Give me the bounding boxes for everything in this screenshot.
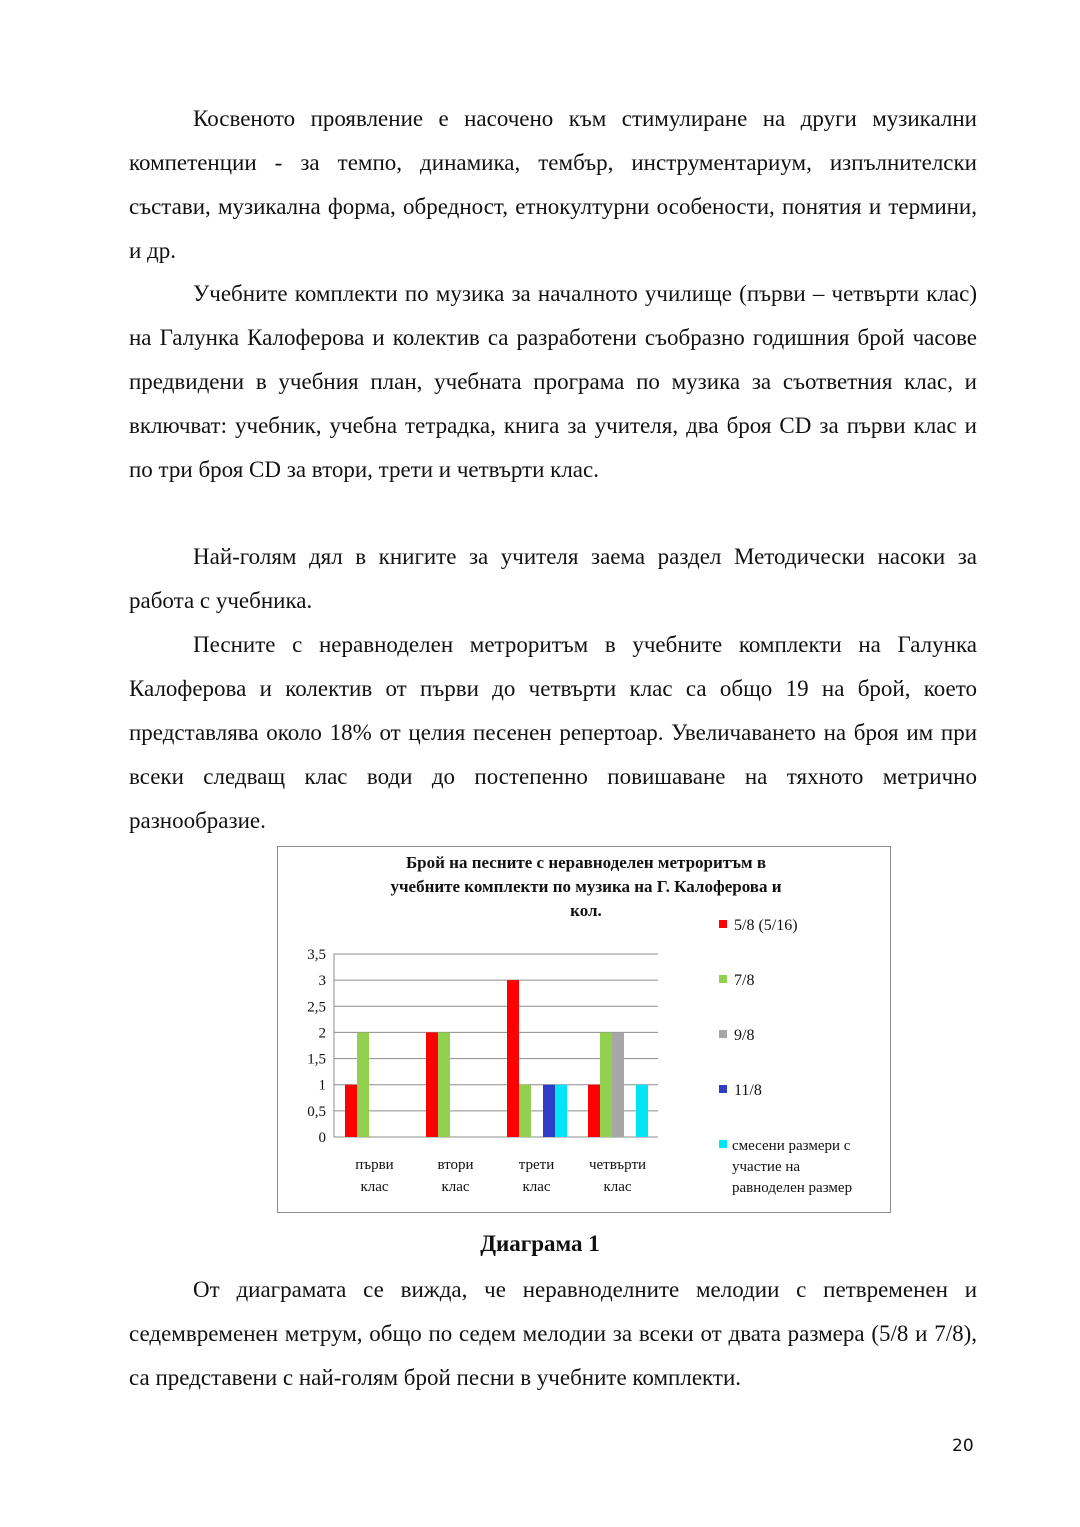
legend-swatch [719, 975, 727, 983]
y-tick-label: 2 [318, 1025, 326, 1042]
bar [588, 1085, 600, 1137]
y-tick-label: 0 [318, 1130, 326, 1146]
bar-chart [277, 846, 891, 1213]
diagram-caption: Диаграма 1 [480, 1231, 600, 1256]
x-tick-label: първи [355, 1157, 394, 1173]
bar [600, 1032, 612, 1137]
legend-label: 9/8 [734, 1027, 755, 1044]
y-tick-label: 2,5 [307, 999, 326, 1016]
legend-label: участие на [732, 1159, 801, 1175]
y-tick-label: 0,5 [307, 1103, 326, 1120]
x-tick-label: втори [437, 1157, 474, 1173]
paragraph-1: Косвеното проявление е насочено към стимулиране на други музикални компетенции - за темпо, динамика, тембър, инструментариум, изпълнителски състави, музикална форма, обредност, етнокултурни особености, понятия и термини, и др. [129, 106, 977, 263]
paragraph-3: Най-голям дял в книгите за учителя заема раздел Методически насоки за работа с учебника. [129, 544, 977, 613]
paragraph-4: Песните с неравноделен метроритъм в учебните комплекти на Галунка Калоферова и колектив от първи до четвърти клас са общо 19 на брой, което представлява около 18% от целия песенен репертоар. Увеличаването на броя им при всеки следващ клас води до постепенно повишаване на тяхното метрично разнообразие. [129, 632, 977, 833]
chart-title-line: учебните комплекти по музика на Г. Калоферова и [390, 877, 782, 896]
chart-canvas [278, 847, 892, 1214]
legend-label: 5/8 (5/16) [734, 917, 798, 934]
bar [543, 1085, 555, 1137]
legend-label: 11/8 [734, 1082, 762, 1099]
bar [612, 1032, 624, 1137]
bar [636, 1085, 648, 1137]
bar [345, 1085, 357, 1137]
x-tick-label: трети [518, 1157, 555, 1173]
legend-swatch [719, 920, 727, 928]
bar [438, 1032, 450, 1137]
y-tick-label: 3 [318, 973, 326, 990]
y-tick-label: 3,5 [307, 947, 326, 963]
x-tick-label: клас [603, 1179, 632, 1195]
chart-title [390, 853, 781, 920]
x-tick-label: клас [441, 1179, 470, 1195]
legend-swatch [719, 1030, 727, 1038]
bar [555, 1085, 567, 1137]
legend-swatch [719, 1140, 727, 1148]
paragraph-5: От диаграмата се вижда, че неравноделните мелодии с петвременен и седемвременен метрум, общо по седем мелодии за всеки от двата размера (5/8 и 7/8), са представени с най-голям брой песни в учебните комплекти. [129, 1277, 977, 1390]
legend-swatch [719, 1085, 727, 1093]
legend-label: 7/8 [734, 972, 755, 989]
y-tick-label: 1 [318, 1077, 326, 1094]
paragraph-2: Учебните комплекти по музика за началното училище (първи – четвърти клас) на Галунка Калоферова и колектив са разработени съобразно годишния брой часове предвидени в учебния план, учебната програма по музика за съответния клас, и включват: учебник, учебна тетрадка, книга за учителя, два броя CD за първи клас и по три броя CD за втори, трети и четвърти клас. [129, 281, 977, 482]
y-tick-label: 1,5 [307, 1051, 326, 1068]
bar [357, 1032, 369, 1137]
page-number: 20 [952, 1436, 974, 1456]
legend-label: равноделен размер [732, 1180, 853, 1196]
x-tick-label: клас [360, 1179, 389, 1195]
x-tick-label: четвърти [588, 1157, 647, 1173]
chart-title-line: Брой на песните с неравноделен метроритъм в [405, 853, 767, 872]
chart-title-line: кол. [570, 901, 602, 920]
legend [719, 917, 852, 1196]
x-tick-label: клас [522, 1179, 551, 1195]
bar [507, 980, 519, 1137]
bar [426, 1032, 438, 1137]
y-axis-ticks [307, 947, 326, 1146]
bar [519, 1085, 531, 1137]
x-axis-labels [355, 1157, 646, 1195]
legend-label: смесени размери с [732, 1138, 851, 1154]
